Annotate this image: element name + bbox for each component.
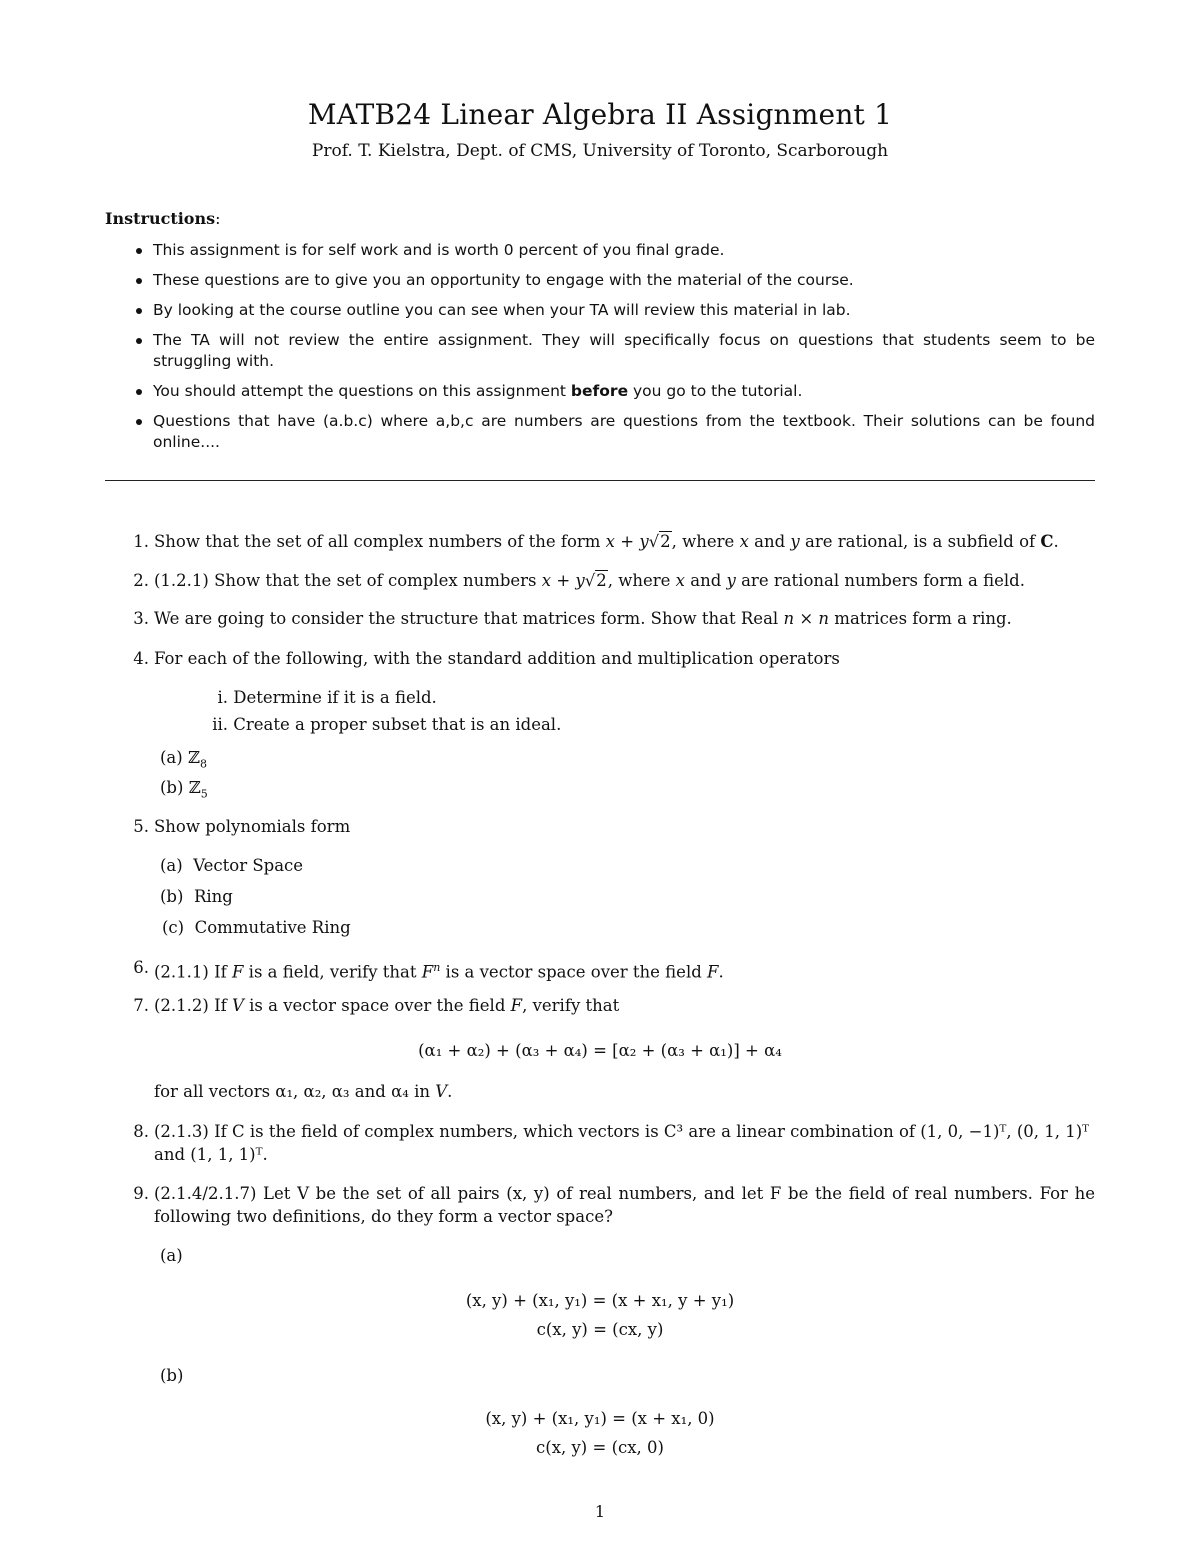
sub-item: (c) Commutative Ring: [162, 918, 351, 937]
equation: c(x, y) = (cx, y): [536, 1320, 664, 1339]
question-text: (1.2.1) Show that the set of complex numbers x + y√2, where x and y are rational numbers form a field.: [154, 571, 1025, 590]
instruction-text: You should attempt the questions on this assignment: [153, 382, 571, 400]
instruction-emphasis: before: [570, 382, 629, 400]
question-text: (2.1.3) If C is the field of complex numbers, which vectors is C³ are a linear combination of (1, 0, −1)ᵀ, (0, 1, 1)ᵀ and (1, 1, 1)ᵀ.: [154, 1122, 1090, 1164]
sqrt-symbol: √2: [584, 571, 607, 590]
sub-item: (b) Ring: [160, 887, 233, 906]
question-number: 6.: [133, 958, 149, 977]
question-number: 2.: [133, 571, 149, 590]
equation: (x, y) + (x₁, y₁) = (x + x₁, y + y₁): [465, 1291, 735, 1310]
sub-item: (a) Vector Space: [160, 856, 304, 875]
instructions-list: [133, 240, 1095, 462]
instruction-text: you go to the tutorial.: [628, 382, 803, 400]
instruction-item: These questions are to give you an opportunity to engage with the material of the course.: [133, 270, 1095, 291]
question-number: 5.: [133, 817, 149, 836]
instruction-item: [133, 381, 1095, 402]
instruction-item: The TA will not review the entire assignment. They will specifically focus on questions that students seem to be struggling with.: [133, 330, 1095, 372]
sub-item-roman: i. Determine if it is a field.: [217, 688, 437, 707]
sub-item-label: (a): [160, 1246, 183, 1265]
sub-item-roman: ii. Create a proper subset that is an ideal.: [212, 715, 562, 734]
question-text: For each of the following, with the standard addition and multiplication operators: [154, 649, 840, 668]
sub-item-label: (b): [160, 1366, 184, 1385]
instruction-item: This assignment is for self work and is worth 0 percent of you final grade.: [133, 240, 1095, 261]
instruction-item: Questions that have (a.b.c) where a,b,c are numbers are questions from the textbook. Their solutions can be found online....: [133, 411, 1095, 453]
question-number: 4.: [133, 649, 149, 668]
equation: (α₁ + α₂) + (α₃ + α₄) = [α₂ + (α₃ + α₁)] + α₄: [418, 1041, 782, 1060]
sqrt-symbol: √2: [648, 532, 671, 551]
question-text: Show polynomials form: [154, 817, 351, 836]
question-text: Show that the set of all complex numbers of the form x + y√2, where x and y are rational, is a subfield of C.: [154, 532, 1059, 551]
page-subtitle: Prof. T. Kielstra, Dept. of CMS, University of Toronto, Scarborough: [311, 141, 889, 161]
question-number: 7.: [133, 996, 149, 1015]
question-text: for all vectors α₁, α₂, α₃ and α₄ in V.: [154, 1082, 453, 1101]
instructions-heading-label: Instructions: [105, 209, 216, 228]
sub-item: (b) ℤ$_5$: [160, 778, 208, 801]
instruction-item: By looking at the course outline you can see when your TA will review this material in lab.: [133, 300, 1095, 321]
question-number: 9.: [133, 1184, 149, 1203]
section-divider: [105, 480, 1095, 481]
question-text: (2.1.4/2.1.7) Let V be the set of all pairs (x, y) of real numbers, and let F be the field of real numbers. For he following two definitions, do they form a vector space?: [154, 1184, 1095, 1226]
page-number: 1: [594, 1502, 606, 1521]
equation: c(x, y) = (cx, 0): [536, 1438, 664, 1457]
question-number: 8.: [133, 1122, 149, 1141]
question-number: 1.: [133, 532, 149, 551]
question-text: We are going to consider the structure that matrices form. Show that Real n × n matrices form a ring.: [154, 609, 1012, 628]
equation: (x, y) + (x₁, y₁) = (x + x₁, 0): [485, 1409, 715, 1428]
sub-item: (a) ℤ$_8$: [160, 748, 208, 771]
question-number: 3.: [133, 609, 149, 628]
question-text: (2.1.1) If F is a field, verify that $F^n$ is a vector space over the field F.: [154, 961, 724, 982]
page-title: MATB24 Linear Algebra II Assignment 1: [307, 98, 893, 131]
question-text: (2.1.2) If V is a vector space over the field F, verify that: [154, 996, 620, 1015]
instructions-heading: [105, 209, 221, 228]
instructions-colon: :: [215, 209, 221, 228]
